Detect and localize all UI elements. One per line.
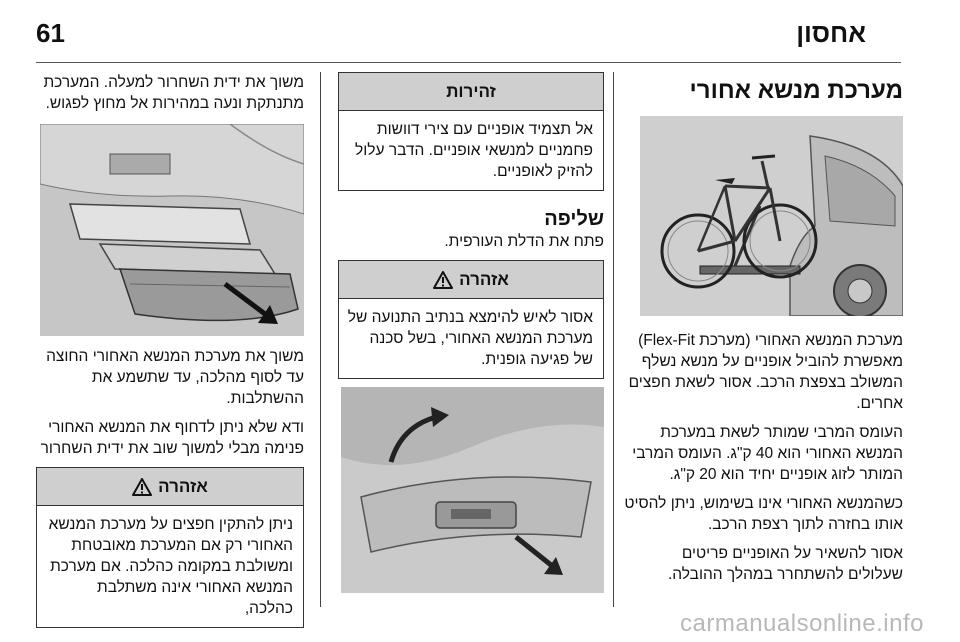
chapter-title: אחסון <box>796 18 866 48</box>
warning-box-text: אסור לאיש להימצא בנתיב התנועה של מערכת המנשא האחורי, בשל סכנה של פגיעה גופנית. <box>347 309 593 368</box>
paragraph: העומס המרבי שמותר לשאת במערכת המנשא האחורי הוא 40 ק"ג. העומס המרבי המותר לזוג אופניים יחיד הוא 20 ק"ג. <box>632 424 903 483</box>
section-title: מערכת מנשא אחורי <box>689 77 903 104</box>
warning-triangle-icon <box>132 478 152 496</box>
column-divider <box>613 72 614 607</box>
paragraph: ודא שלא ניתן לדחוף את המנשא האחורי פנימה מבלי למשוך שוב את ידית השחרור <box>40 419 304 457</box>
warning-box <box>338 260 604 379</box>
paragraph: כשהמנשא האחורי אינו בשימוש, ניתן להסיט אותו בחזרה לתוך רצפת הרכב. <box>624 495 903 533</box>
warning-box <box>36 467 304 628</box>
page-number: 61 <box>36 18 65 48</box>
bike-on-rear-carrier-illustration <box>640 116 903 316</box>
right-column <box>623 72 903 585</box>
warning-box-text: ניתן להתקין חפצים על מערכת המנשא האחורי רק אם המערכת מאובטחת ומשולבת במקומה כהלכה. אם מערכת המנשא האחורי אינה משתלבת כהלכה, <box>48 516 293 617</box>
bike-carrier-figure <box>640 116 903 316</box>
left-column <box>36 72 304 628</box>
caution-box-title <box>339 73 603 111</box>
paragraph: פתח את הדלת העורפית. <box>444 233 604 250</box>
warning-title-text: אזהרה <box>158 476 208 496</box>
subsection-title: שליפה <box>544 208 604 230</box>
column-divider <box>320 72 321 607</box>
warning-box-title <box>339 261 603 299</box>
caution-box <box>338 72 604 191</box>
paragraph: משוך את מערכת המנשא האחורי החוצה עד לסוף מהלכה, עד שתשמע את ההשתלבות. <box>46 348 304 407</box>
paragraph: אסור להשאיר על האופניים פריטים שעלולים להשתחרר במהלך ההובלה. <box>667 545 903 583</box>
caution-title-text: זהירות <box>446 81 496 101</box>
watermark: carmanualsonline.info <box>680 610 924 637</box>
carrier-extended-figure <box>40 124 304 336</box>
paragraph: מערכת המנשא האחורי (מערכת Flex-Fit) מאפשרת להוביל אופניים על מנשא נשלף המשולב בצפצת הרכב. אסור לשאת חפצים אחרים. <box>628 332 903 412</box>
carrier-pulled-out-illustration <box>40 124 304 336</box>
warning-title-text: אזהרה <box>459 269 509 289</box>
carrier-release-illustration <box>341 387 604 593</box>
page-header <box>36 14 924 60</box>
caution-box-text: אל תצמיד אופניים עם צירי דוושות פחמניים למנשאי אופניים. הדבר עלול להזיק לאופניים. <box>355 121 593 180</box>
warning-box-title <box>37 468 303 506</box>
middle-column <box>338 72 604 593</box>
header-rule <box>36 62 901 63</box>
paragraph: משוך את ידית השחרור למעלה. המערכת מתנתקת ונעה במהירות אל מחוץ לפגוש. <box>43 74 304 112</box>
tailgate-figure <box>341 387 604 593</box>
warning-triangle-icon <box>433 271 453 289</box>
